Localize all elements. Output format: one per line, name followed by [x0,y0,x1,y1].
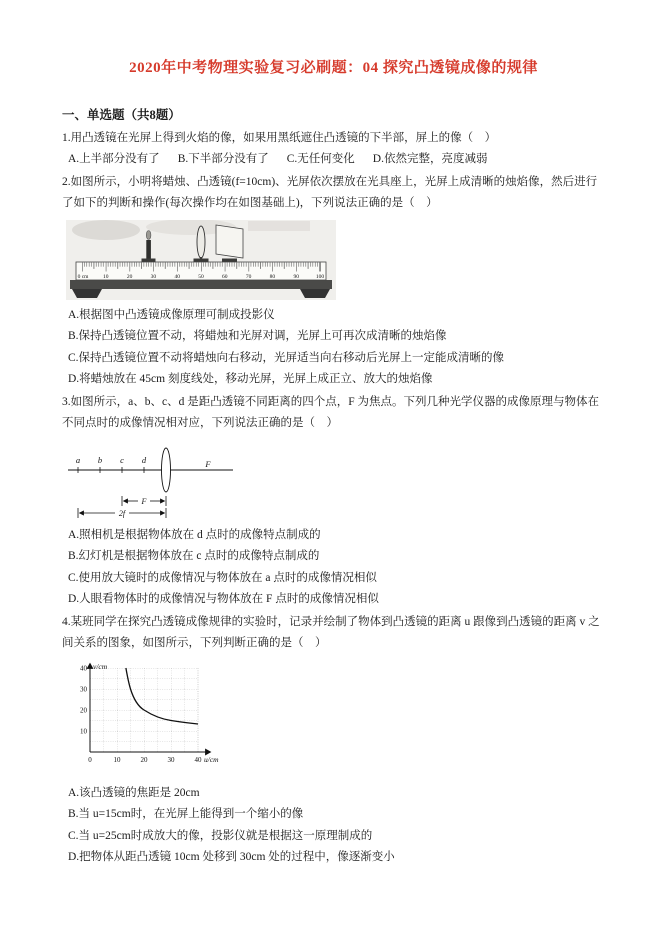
question-1-option-a: A.上半部分没有了 [68,153,160,165]
focal-length-span [122,496,166,506]
svg-text:0: 0 [88,755,92,764]
svg-text:40: 40 [194,755,202,764]
question-1-stem: 1.用凸透镜在光屏上得到火焰的像，如果用黑纸遮住凸透镜的下半部，屏上的像（ ） [62,132,497,144]
question-4-option-c: C.当 u=25cm时成放大的像，投影仪就是根据这一原理制成的 [68,829,373,842]
svg-text:10: 10 [80,727,87,735]
question-2-option-b: B.保持凸透镜位置不动，将蜡烛和光屏对调，光屏上可再次成清晰的烛焰像 [68,330,447,342]
y-tick-labels [80,664,88,735]
x-tick-labels [88,756,202,764]
svg-text:30: 30 [167,755,175,764]
bench-rail [70,280,332,289]
uv-graph-figure [66,660,605,778]
question-4-stem: 4.某班同学在探究凸透镜成像规律的实验时，记录并绘制了物体到凸透镜的距离 u 跟像到凸透镜的距离 v 之间关系的图象，如图所示，下列判断正确的是（ ） [62,615,600,649]
question-3 [62,392,605,611]
svg-text:30: 30 [150,273,157,280]
x-axis-label: u/cm [204,754,219,764]
svg-text:F: F [141,496,147,506]
svg-text:a: a [75,454,81,465]
question-2-option-a: A.根据图中凸透镜成像原理可制成投影仪 [68,308,275,321]
question-4-option-d: D.把物体从距凸透镜 10cm 处移到 30cm 处的过程中，像逐渐变小 [68,851,395,863]
question-1 [62,128,605,171]
document-title: 2020年中考物理实验复习必刷题：04 探究凸透镜成像的规律 [129,60,538,76]
convex-lens-icon [162,448,171,492]
uv-relationship-graph [66,660,222,778]
svg-text:0 cm: 0 cm [77,273,89,280]
object-position-labels [76,455,147,465]
svg-text:d: d [141,454,147,465]
y-axis-label: v/cm [93,661,108,671]
svg-text:70: 70 [245,273,252,280]
bench-ruler [76,262,326,280]
svg-text:20: 20 [80,706,87,714]
svg-text:20: 20 [140,755,148,764]
question-2-option-d: D.将蜡烛放在 45cm 刻度线处，移动光屏，光屏上成正立、放大的烛焰像 [68,373,433,385]
question-3-option-d: D.人眼看物体时的成像情况与物体放在 F 点时的成像情况相似 [68,593,379,605]
svg-text:20: 20 [126,273,133,280]
optical-bench-figure [66,220,605,300]
svg-text:30: 30 [80,685,87,693]
question-2-option-c: C.保持凸透镜位置不动将蜡烛向右移动，光屏适当向右移动后光屏上一定能成清晰的像 [68,351,505,364]
question-4-option-a: A.该凸透镜的焦距是 20cm [68,786,200,799]
svg-text:10: 10 [103,273,109,280]
svg-text:90: 90 [293,273,299,280]
svg-text:40: 40 [80,664,87,672]
lens-axis-figure [66,440,605,520]
question-3-stem: 3.如图所示，a、b、c、d 是距凸透镜不同距离的四个点，F 为焦点。下列几种光学仪器的成像原理与物体在不同点时的成像情况相对应，下列说法正确的是（ ） [62,395,599,429]
question-3-option-a: A.照相机是根据物体放在 d 点时的成像特点制成的 [68,528,321,541]
optical-bench-photo [66,220,336,300]
svg-text:50: 50 [198,273,204,280]
svg-text:c: c [120,454,124,465]
bench-foot-right [300,289,330,298]
question-2-stem: 2.如图所示，小明将蜡烛、凸透镜(f=10cm)、光屏依次摆放在光具座上，光屏上成清晰的烛焰像，然后进行了如下的判断和操作(每次操作均在如图基础上)，下列说法正确的是（ ） [62,175,598,209]
bench-foot-left [72,289,102,298]
svg-text:40: 40 [174,273,180,280]
svg-text:100: 100 [315,273,325,280]
background-blur-blob [248,221,310,231]
question-4-option-b: B.当 u=15cm时，在光屏上能得到一个缩小的像 [68,808,304,820]
focal-point-label-right: F [205,458,211,469]
question-1-option-c: C.无任何变化 [286,153,355,165]
section-header: 一、单选题（共8题） [62,108,181,122]
lens-axis-diagram [66,440,236,520]
svg-text:b: b [97,454,103,465]
svg-text:80: 80 [269,273,276,280]
double-focal-length-span [78,508,166,518]
svg-text:60: 60 [222,273,228,280]
background-blur-blob [72,220,140,240]
question-2 [62,172,605,391]
svg-text:2f: 2f [118,508,126,518]
question-3-option-b: B.幻灯机是根据物体放在 c 点时的成像特点制成的 [68,550,320,562]
question-4 [62,612,605,869]
svg-text:10: 10 [113,755,121,764]
question-1-option-d: D.依然完整，亮度减弱 [372,153,488,165]
question-3-option-c: C.使用放大镜时的成像情况与物体放在 a 点时的成像情况相似 [68,571,377,584]
question-1-options [62,149,605,171]
question-1-option-b: B.下半部分没有了 [177,153,269,165]
